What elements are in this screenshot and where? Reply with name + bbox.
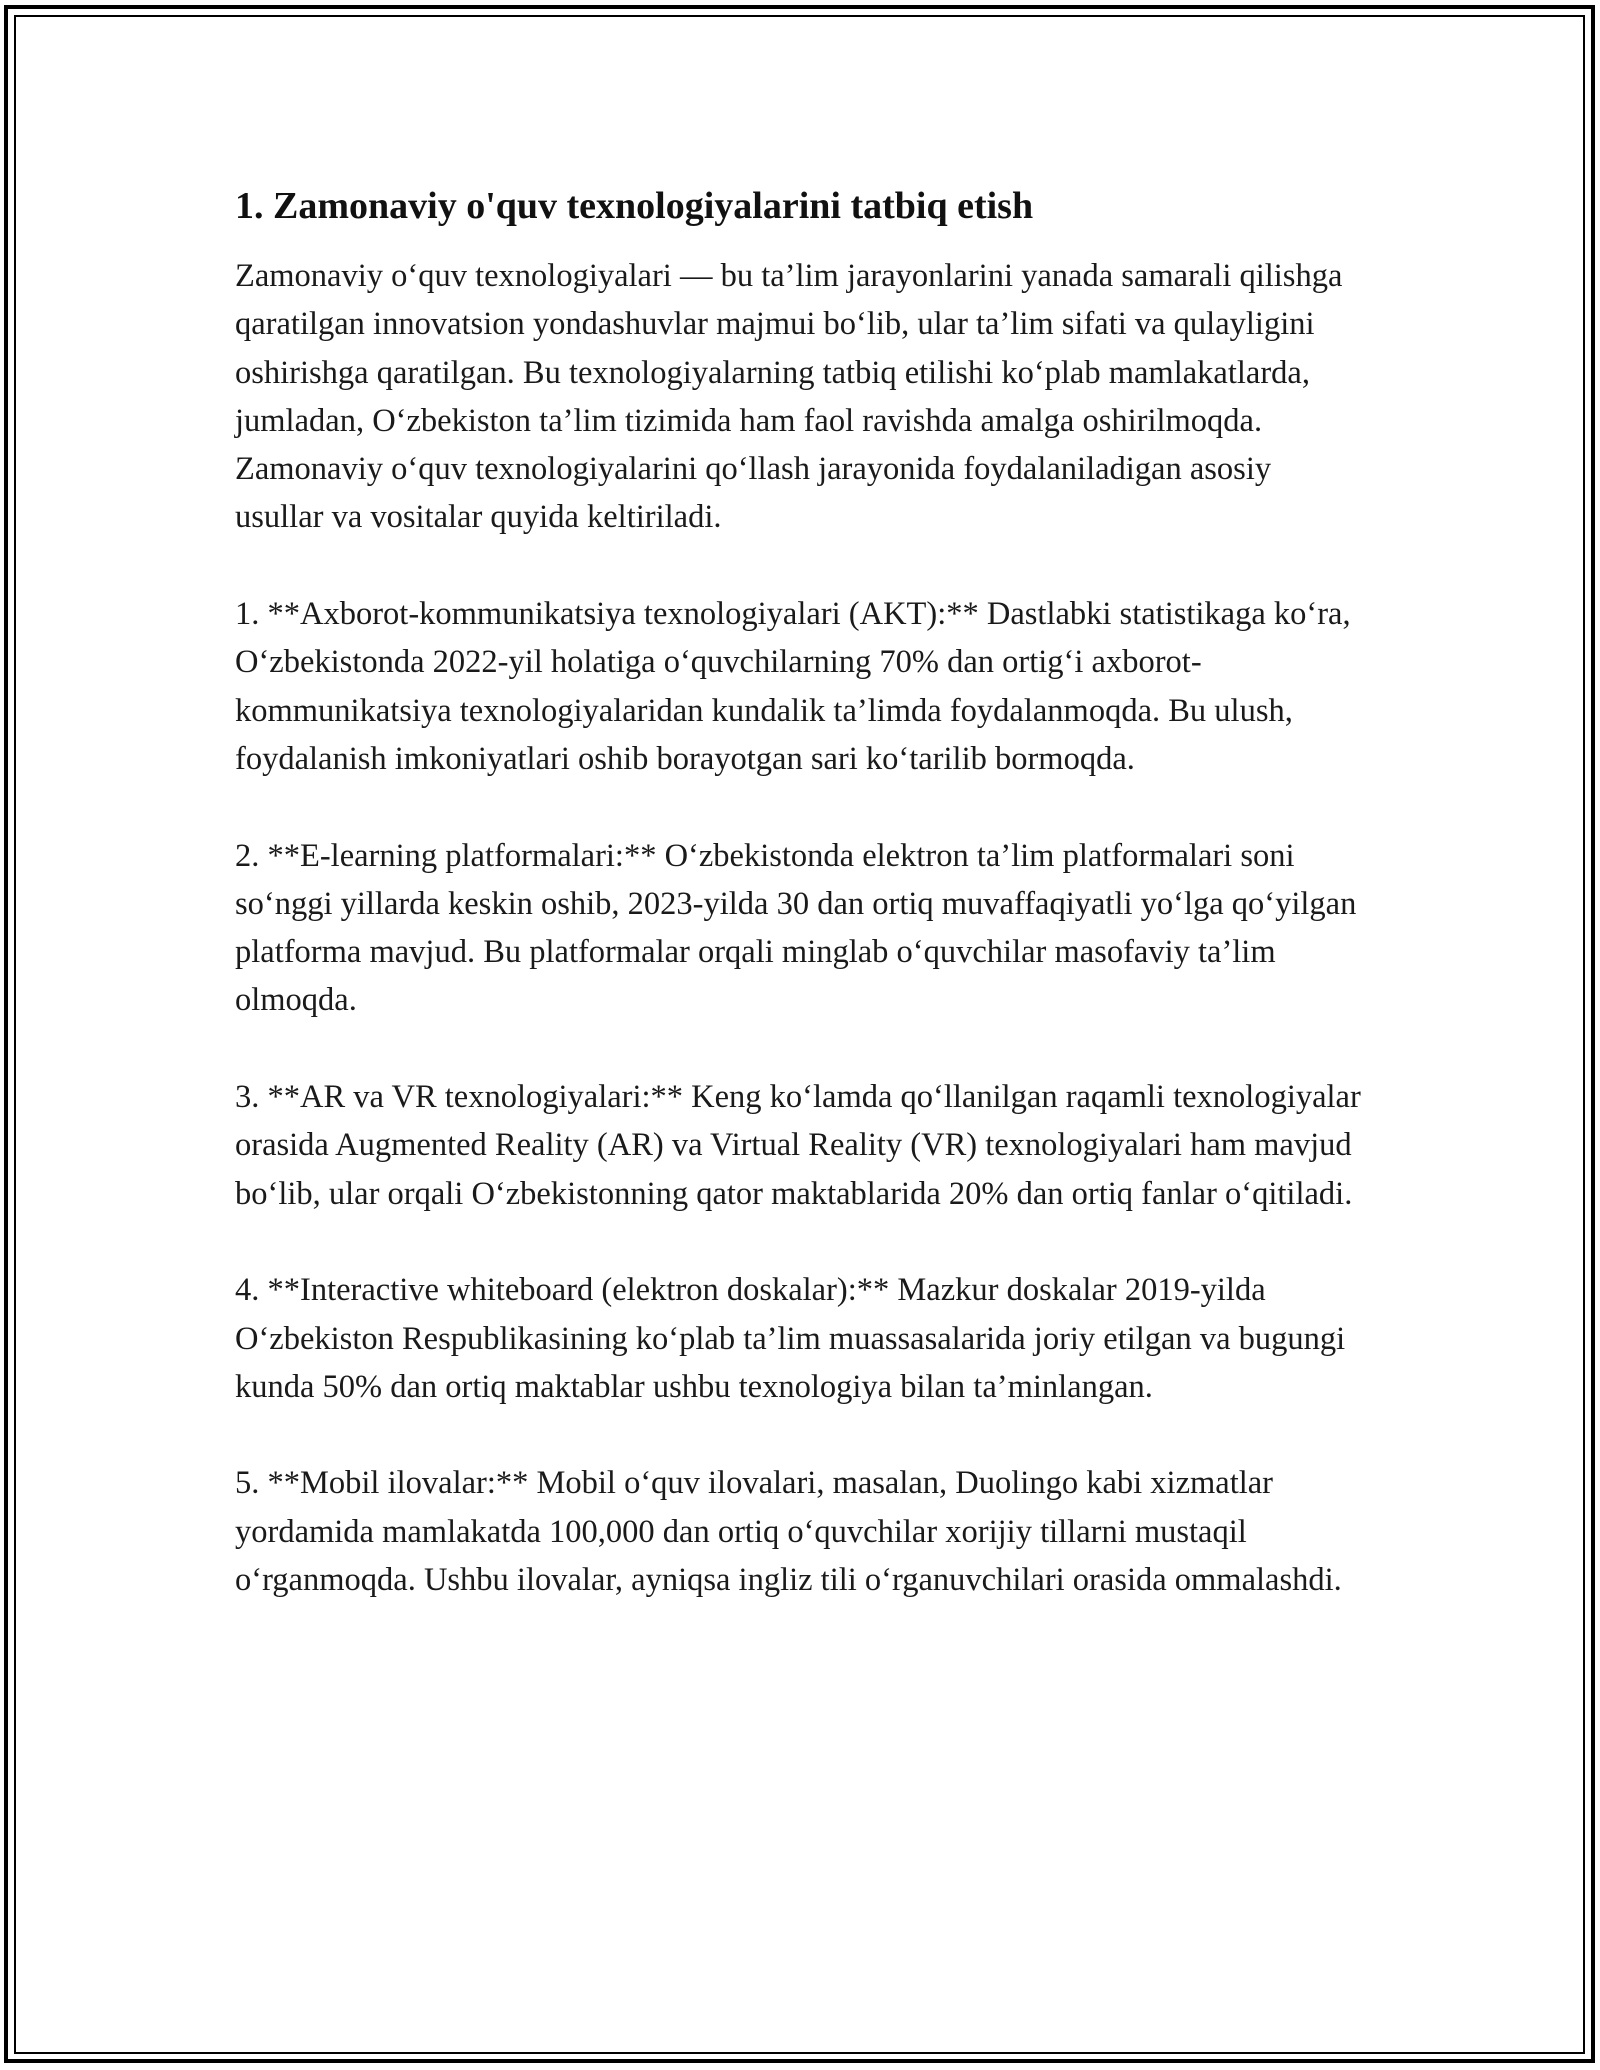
document-body [235,180,1365,1653]
list-item-mobile-apps: 5. **Mobil ilovalar:** Mobil o‘quv ilovalari, masalan, Duolingo kabi xizmatlar yordamida mamlakatda 100,000 dan ortiq o‘quvchilar xorijiy tillarni mustaqil o‘rganmoqda. Ushbu ilovalar, ayniqsa ingliz tili o‘rganuvchilari orasida ommalashdi. [235,1465,1342,1599]
list-item-whiteboard: 4. **Interactive whiteboard (elektron doskalar):** Mazkur doskalar 2019-yilda O‘zbekiston Respublikasining ko‘plab ta’lim muassasalarida joriy etilgan va bugungi kunda 50% dan ortiq maktablar ushbu texnologiya bilan ta’minlangan. [235,1272,1346,1405]
list-item-e-learning: 2. **E-learning platformalari:** O‘zbekistonda elektron ta’lim platformalari soni so‘nggi yillarda keskin oshib, 2023-yilda 30 dan ortiq muvaffaqiyatli yo‘lga qo‘yilgan platforma mavjud. Bu platformalar orqali minglab o‘quvchilar masofaviy ta’lim olmoqda. [235,837,1357,1019]
list-item-akt: 1. **Axborot-kommunikatsiya texnologiyalari (AKT):** Dastlabki statistikaga ko‘ra, O‘zbekistonda 2022-yil holatiga o‘quvchilarning 70% dan ortig‘i axborot-kommunikatsiya texnologiyalaridan kundalik ta’limda foydalanmoqda. Bu ulush, foydalanish imkoniyatlari oshib borayotgan sari ko‘tarilib bormoqda. [235,596,1351,777]
list-item-ar-vr: 3. **AR va VR texnologiyalari:** Keng ko‘lamda qo‘llanilgan raqamli texnologiyalar orasida Augmented Reality (AR) va Virtual Reality (VR) texnologiyalari ham mavjud bo‘lib, ular orqali O‘zbekistonning qator maktablarida 20% dan ortiq fanlar o‘qitiladi. [235,1079,1361,1212]
document-title: 1. Zamonaviy o'quv texnologiyalarini tatbiq etish [235,185,1034,227]
intro-paragraph: Zamonaviy o‘quv texnologiyalari — bu ta’lim jarayonlarini yanada samarali qilishga qaratilgan innovatsion yondashuvlar majmui bo‘lib, ular ta’lim sifati va qulayligini oshirishga qaratilgan. Bu texnologiyalarning tatbiq etilishi ko‘plab mamlakatlarda, jumladan, O‘zbekiston ta’lim tizimida ham faol ravishda amalga oshirilmoqda. Zamonaviy o‘quv texnologiyalarini qo‘llash jarayonida foydalaniladigan asosiy usullar va vositalar quyida keltiriladi. [235,258,1343,536]
